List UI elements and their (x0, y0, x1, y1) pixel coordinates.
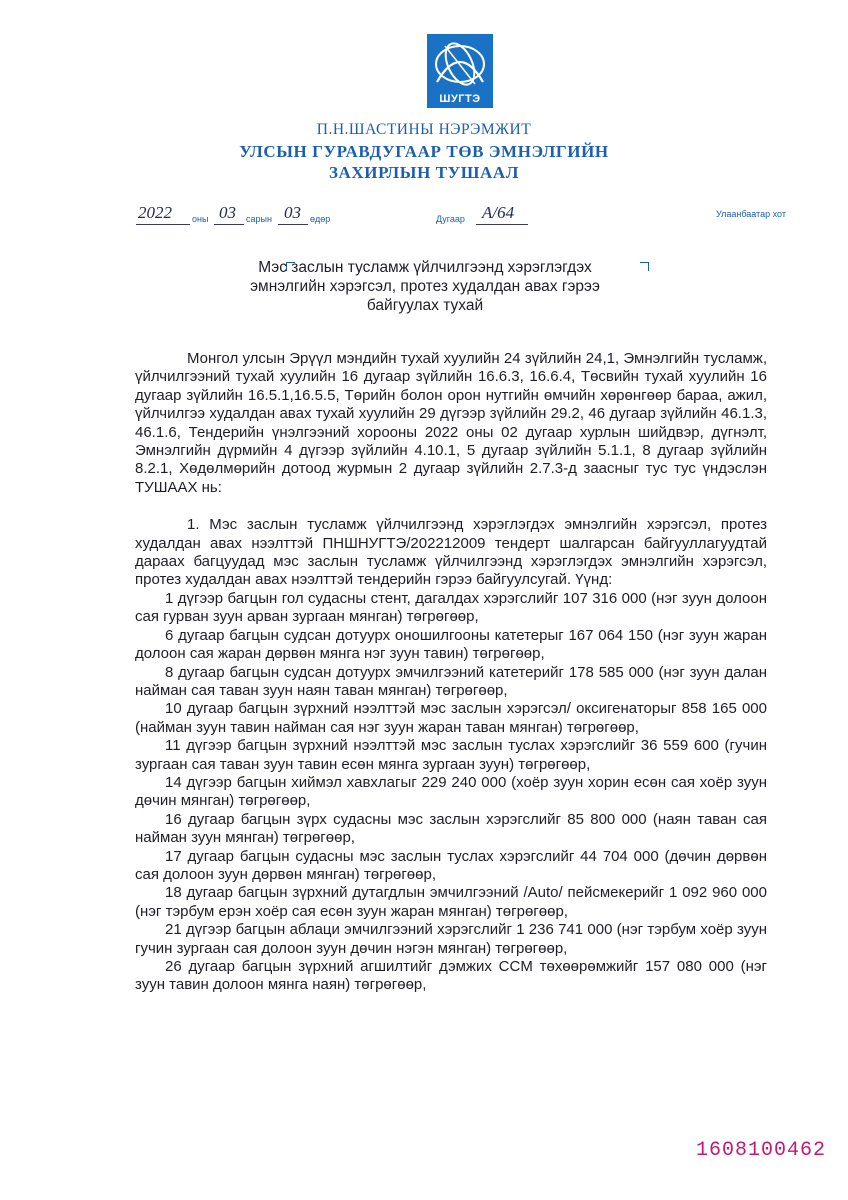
document-serial-number: 1608100462 (696, 1139, 827, 1162)
order-number-value: А/64 (482, 203, 515, 222)
lot-item: 14 дүгээр багцын хиймэл хавхлагыг 229 240 000 (хоёр зуун хорин есөн сая хоёр зуун дөчин мянган) төгрөгөөр, (135, 773, 767, 810)
order-subject (248, 258, 602, 315)
hospital-name-line2: УЛСЫН ГУРАВДУГААР ТӨВ ЭМНЭЛГИЙН (239, 142, 609, 161)
year-underline (136, 224, 190, 225)
item-1-paragraph: 1. Мэс заслын тусламж үйлчилгээнд хэрэглэгдэх эмнэлгийн хэрэгсэл, протез худалдан авах нээлттэй ПНШНУГТЭ/202212009 тендерт шалгарсан байгууллагуудтай дараах багцуудад мэс заслын тусламж үйлчилгээнд хэрэглэгдэх эмнэлгийн хэрэгсэл, протез худалдан авах нээлттэй тендерийн гэрээ байгуулсугай. Үүнд: (135, 516, 767, 589)
lot-item: 8 дугаар багцын судсан дотуурх эмчилгээний катетерийг 178 585 000 (нэг зуун далан найман сая таван зуун наян таван мянган) төгрөгөөр, (135, 663, 767, 699)
lot-list (135, 590, 767, 995)
subject-bracket-right (640, 262, 649, 271)
subject-line1: Мэс заслын тусламж үйлчилгээнд хэрэглэгдэх (258, 259, 592, 276)
order-number-underline (476, 224, 528, 225)
logo-text: ШУГТЭ (439, 93, 481, 105)
preamble-paragraph: Монгол улсын Эрүүл мэндийн тухай хуулийн 24 зүйлийн 24,1, Эмнэлгийн тусламж, үйлчилгээний тухай хуулийн 16 дугаар зүйлийн 16.6.3, 16.6.4, Төсвийн тухай хуулийн 16 дугаар зүйлийн 16.5.1,16.5.5, Төрийн болон орон нутгийн өмчийн хөрөнгөөр бараа, ажил, үйлчилгээ худалдан авах тухай хуулийн 29 дүгээр зүйлийн 29.2, 46 дугаар зүйлийн 46.1.3, 46.1.6, Тендерийн үнэлгээний хорооны 2022 оны 02 дугаар хурлын шийдвэр, дүгнэлт, Эмнэлгийн дүрмийн 4 дүгээр зүйлийн 4.10.1, 5 дугаар зүйлийн 5.1.1, 8 дугаар зүйлийн 8.2.1, Хөдөлмөрийн дотоод журмын 2 дугаар зүйлийн 2.7.3-д заасныг тус тус үндэслэн ТУШААХ нь: (135, 350, 767, 496)
lot-item: 17 дугаар багцын судасны мэс заслын туслах хэрэгслийг 44 704 000 (дөчин дөрвөн сая долоон зуун дөрвөн мянган) төгрөгөөр, (135, 847, 767, 883)
lot-item: 16 дугаар багцын зүрх судасны мэс заслын хэрэгслийг 85 800 000 (наян таван сая найман зуун мянган) төгрөгөөр, (135, 810, 767, 847)
month-value: 03 (219, 203, 236, 222)
lot-item: 21 дүгээр багцын аблаци эмчилгээний хэрэгслийг 1 236 741 000 (нэг тэрбум хоёр зуун гучин зургаан сая долоон зуун дөчин нэгэн мянган) төгрөгөөр, (135, 921, 767, 957)
lot-item: 26 дугаар багцын зүрхний агшилтийг дэмжих CCM төхөөрөмжийг 157 080 000 (нэг зуун тавин долоон мянга наян) төгрөгөөр, (135, 958, 767, 994)
hospital-name-line1: П.Н.ШАСТИНЫ НЭРЭМЖИТ (316, 121, 532, 138)
document-type-title: ЗАХИРЛЫН ТУШААЛ (328, 163, 520, 182)
month-underline (214, 224, 244, 225)
month-suffix: сарын (246, 214, 272, 224)
lot-item: 10 дугаар багцын зүрхний нээлттэй мэс заслын хэрэгсэл/ оксигенаторыг 858 165 000 (найман зуун тавин найман сая нэг зуун жаран таван мянган) төгрөгөөр, (135, 700, 767, 736)
lot-item: 11 дүгээр багцын зүрхний нээлттэй мэс заслын туслах хэрэгслийг 36 559 600 (гучин зургаан сая таван зуун тавин есөн мянга зургаан зуун) төгрөгөөр, (135, 737, 767, 773)
order-number-label: Дугаар (436, 214, 465, 224)
order-body (135, 350, 767, 995)
city-name: Улаанбаатар хот (716, 209, 786, 219)
day-value: 03 (284, 203, 301, 222)
day-suffix: өдөр (310, 214, 331, 224)
lot-item: 18 дугаар багцын зүрхний дутагдлын эмчилгээний /Auto/ пейсмекерийг 1 092 960 000 (нэг тэрбум ерэн хоёр сая есөн зуун жаран мянган) төгрөгөөр, (135, 884, 767, 920)
hospital-logo (427, 34, 493, 108)
subject-line3: байгуулах тухай (366, 297, 484, 314)
day-underline (278, 224, 308, 225)
lot-item: 1 дүгээр багцын гол судасны стент, дагалдах хэрэгслийг 107 316 000 (нэг зуун долоон сая гурван зуун арван зургаан мянган) төгрөгөөр, (135, 589, 767, 626)
year-suffix: оны (192, 214, 209, 224)
subject-line2: эмнэлгийн хэрэгсэл, протез худалдан авах гэрээ (250, 278, 600, 295)
year-value: 2022 (138, 203, 172, 222)
lot-item: 6 дугаар багцын судсан дотуурх оношилгооны катетерыг 167 064 150 (нэг зуун жаран долоон сая жаран дөрвөн мянга нэг зуун тавин) төгрөгөөр, (135, 626, 767, 663)
